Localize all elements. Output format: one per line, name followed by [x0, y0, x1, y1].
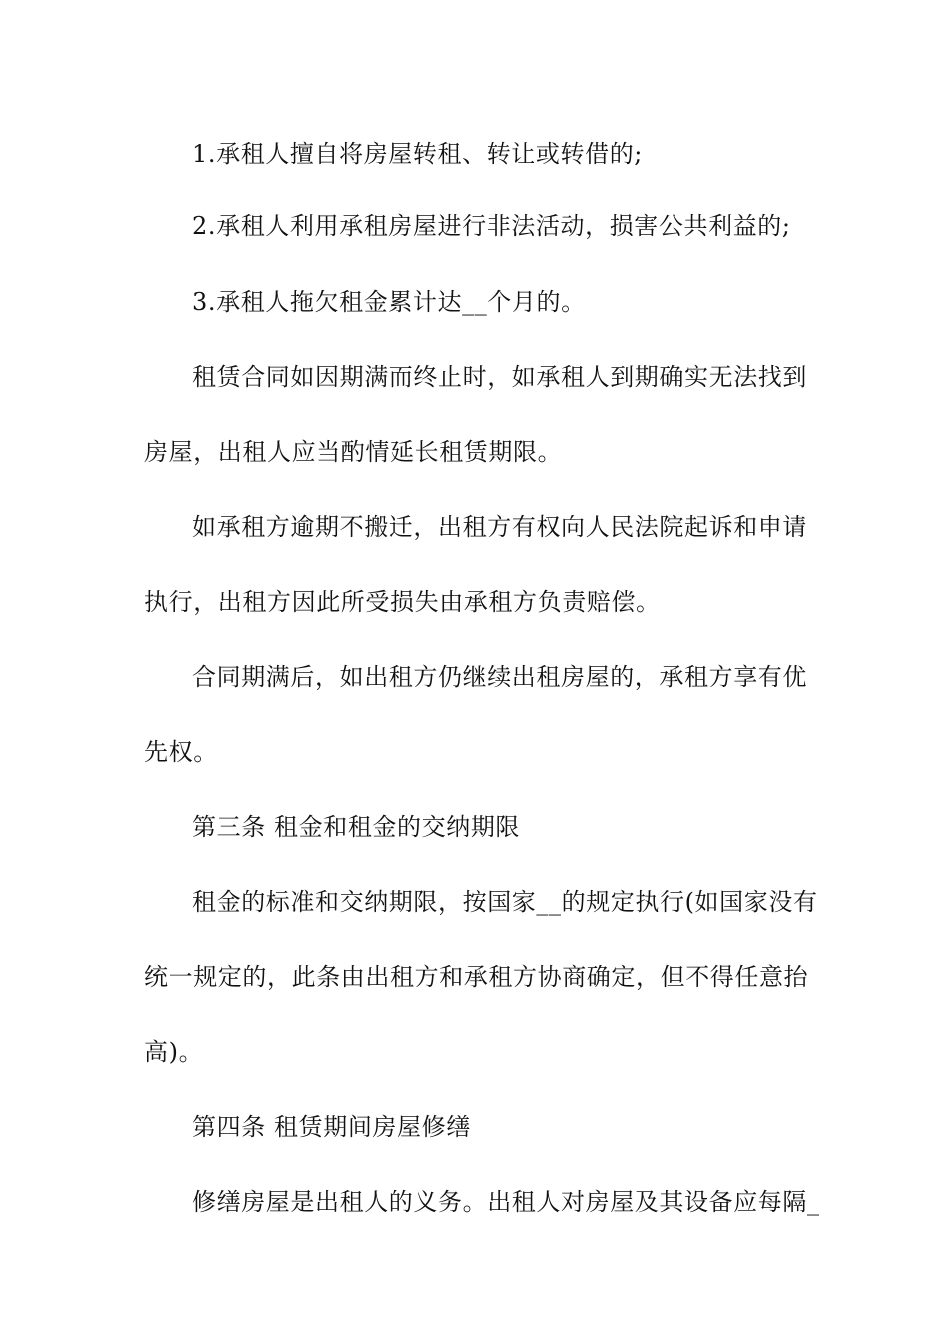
paragraph-line: 先权。 [144, 738, 218, 766]
paragraph-line: 租赁合同如因期满而终止时，如承租人到期确实无法找到 [192, 363, 807, 391]
clause-item-3: 3.承租人拖欠租金累计达__个月的。 [192, 288, 586, 316]
paragraph-line: 统一规定的，此条由出租方和承租方协商确定，但不得任意抬 [144, 963, 809, 991]
paragraph-line: 租金的标准和交纳期限，按国家__的规定执行(如国家没有 [192, 888, 818, 916]
paragraph-line: 高)。 [144, 1038, 204, 1066]
clause-item-2: 2.承租人利用承租房屋进行非法活动，损害公共利益的; [192, 212, 791, 240]
paragraph-line: 修缮房屋是出租人的义务。出租人对房屋及其设备应每隔_ [192, 1188, 820, 1216]
paragraph-line: 合同期满后，如出租方仍继续出租房屋的，承租方享有优 [192, 663, 807, 691]
paragraph-line: 如承租方逾期不搬迁，出租方有权向人民法院起诉和申请 [192, 513, 807, 541]
clause-item-1: 1.承租人擅自将房屋转租、转让或转借的; [192, 140, 643, 168]
section-heading-article-4: 第四条 租赁期间房屋修缮 [192, 1113, 471, 1141]
section-heading-article-3: 第三条 租金和租金的交纳期限 [192, 813, 521, 841]
paragraph-line: 房屋，出租人应当酌情延长租赁期限。 [144, 438, 563, 466]
paragraph-line: 执行，出租方因此所受损失由承租方负责赔偿。 [144, 588, 661, 616]
